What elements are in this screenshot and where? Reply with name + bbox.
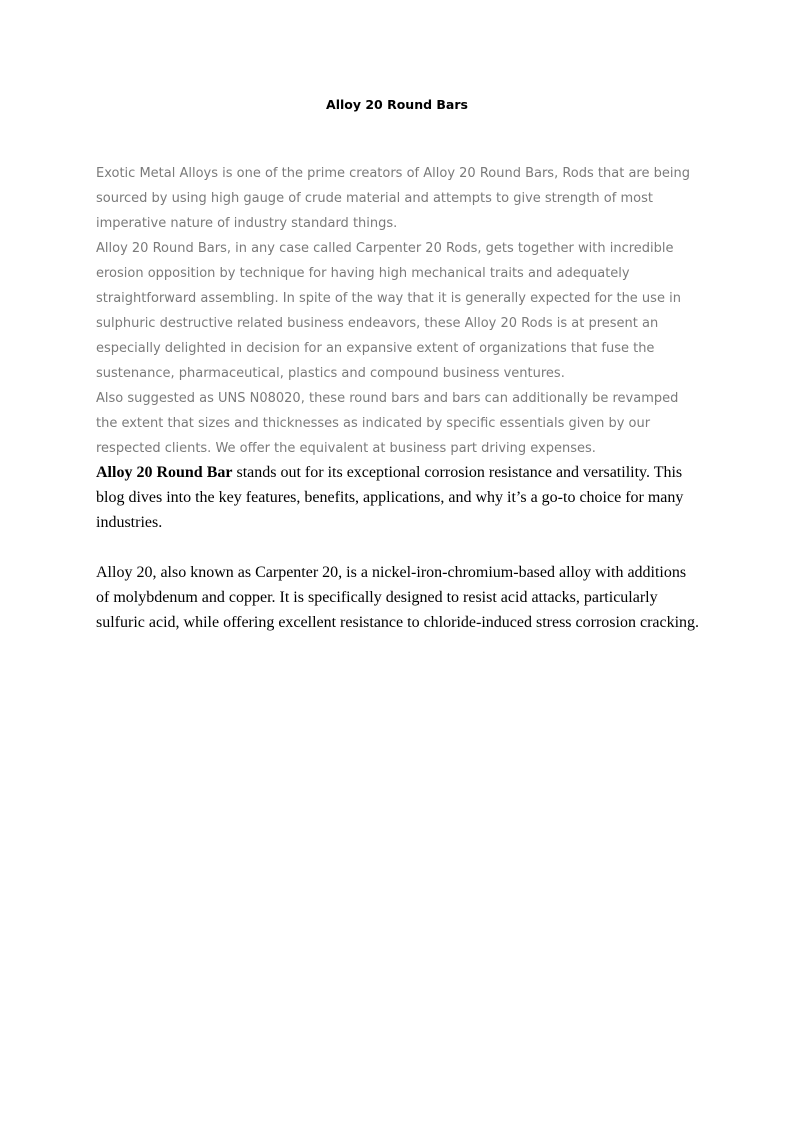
paragraph-carpenter-20: Alloy 20 Round Bars, in any case called Carpenter 20 Rods, gets together with incredible erosion opposition by technique for having high mechanical traits and adequately straightforward assembling. In spite of the way that it is generally expected for the use in sulphuric destructive related business endeavors, these Alloy 20 Rods is at present an especially delighted in decision for an expansive extent of organizations that fuse the sustenance, pharmaceutical, plastics and compound business ventures. (96, 241, 681, 381)
paragraph-intro-company: Exotic Metal Alloys is one of the prime creators of Alloy 20 Round Bars, Rods that are being sourced by using high gauge of crude material and attempts to give strength of most imperative nature of industry standard things. (96, 166, 690, 231)
intro-rest: stands out for its exceptional corrosion resistance and versatility. This blog dives into the key features, benefits, applications, and why it’s a go-to choice for many industries. (96, 464, 684, 531)
paragraph-alloy-overview: Alloy 20, also known as Carpenter 20, is a nickel-iron-chromium-based alloy with additions of molybdenum and copper. It is specifically designed to resist acid attacks, particularly sulfuric acid, while offering excellent resistance to chloride-induced stress corrosion cracking. (96, 564, 700, 631)
intro-bold-lead: Alloy 20 Round Bar (96, 464, 233, 481)
paragraph-uns-n08020: Also suggested as UNS N08020, these round bars and bars can additionally be revamped the extent that sizes and thicknesses as indicated by specific essentials given by our respected clients. We offer the equivalent at business part driving expenses. (96, 391, 679, 456)
gray-text-section (96, 161, 700, 461)
serif-text-section (96, 460, 700, 635)
paragraph-round-bar-intro (96, 460, 700, 535)
document-title: Alloy 20 Round Bars (326, 97, 468, 112)
